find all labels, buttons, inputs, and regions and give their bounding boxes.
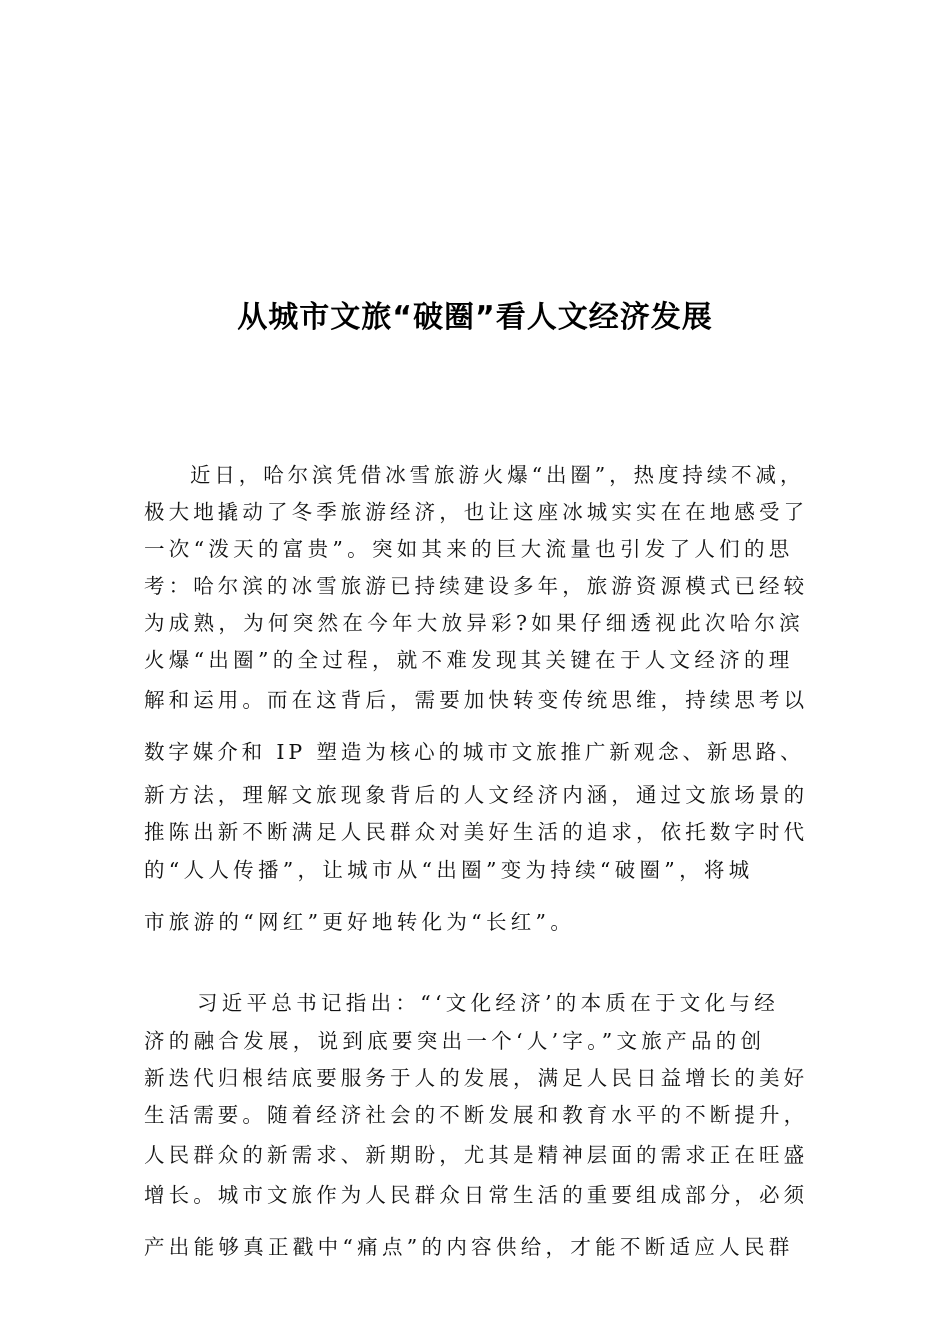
- paragraph-line: 一次“泼天的富贵”。突如其来的巨大流量也引发了人们的思: [144, 537, 794, 561]
- paragraph-line: 的“人人传播”，让城市从“出圈”变为持续“破圈”，将城: [144, 858, 754, 882]
- paragraph-line: 数字媒介和 IP 塑造为核心的城市文旅推广新观念、新思路、: [144, 740, 805, 764]
- paragraph-line: 新迭代归根结底要服务于人的发展，满足人民日益增长的美好: [144, 1066, 809, 1090]
- paragraph-line: 增长。城市文旅作为人民群众日常生活的重要组成部分，必须: [144, 1183, 809, 1207]
- paragraph-line: 解和运用。而在这背后，需要加快转变传统思维，持续思考以: [144, 688, 809, 712]
- paragraph-line: 济的融合发展，说到底要突出一个‘人’字。”文旅产品的创: [144, 1029, 766, 1053]
- paragraph-line: 火爆“出圈”的全过程，就不难发现其关键在于人文经济的理: [144, 648, 794, 672]
- paragraph-line: 极大地撬动了冬季旅游经济，也让这座冰城实实在在地感受了: [144, 500, 809, 524]
- paragraph-line: 推陈出新不断满足人民群众对美好生活的追求，依托数字时代: [144, 820, 809, 844]
- paragraph-line: 人民群众的新需求、新期盼，尤其是精神层面的需求正在旺盛: [144, 1143, 809, 1167]
- paragraph-line: 近日，哈尔滨凭借冰雪旅游火爆“出圈”，热度持续不减，: [190, 463, 805, 487]
- paragraph-line: 习近平总书记指出：“‘文化经济’的本质在于文化与经: [197, 991, 780, 1015]
- paragraph-line: 为成熟，为何突然在今年大放异彩?如果仔细透视此次哈尔滨: [144, 611, 805, 635]
- paragraph-line: 新方法，理解文旅现象背后的人文经济内涵，通过文旅场景的: [144, 783, 809, 807]
- paragraph-line: 生活需要。随着经济社会的不断发展和教育水平的不断提升，: [144, 1103, 809, 1127]
- paragraph-line: 产出能够真正戳中“痛点”的内容供给，才能不断适应人民群: [144, 1235, 794, 1259]
- paragraph-line: 市旅游的“网红”更好地转化为“长红”。: [144, 910, 576, 934]
- paragraph-line: 考：哈尔滨的冰雪旅游已持续建设多年，旅游资源模式已经较: [144, 574, 809, 598]
- document-title: 从城市文旅“破圈”看人文经济发展: [237, 300, 713, 335]
